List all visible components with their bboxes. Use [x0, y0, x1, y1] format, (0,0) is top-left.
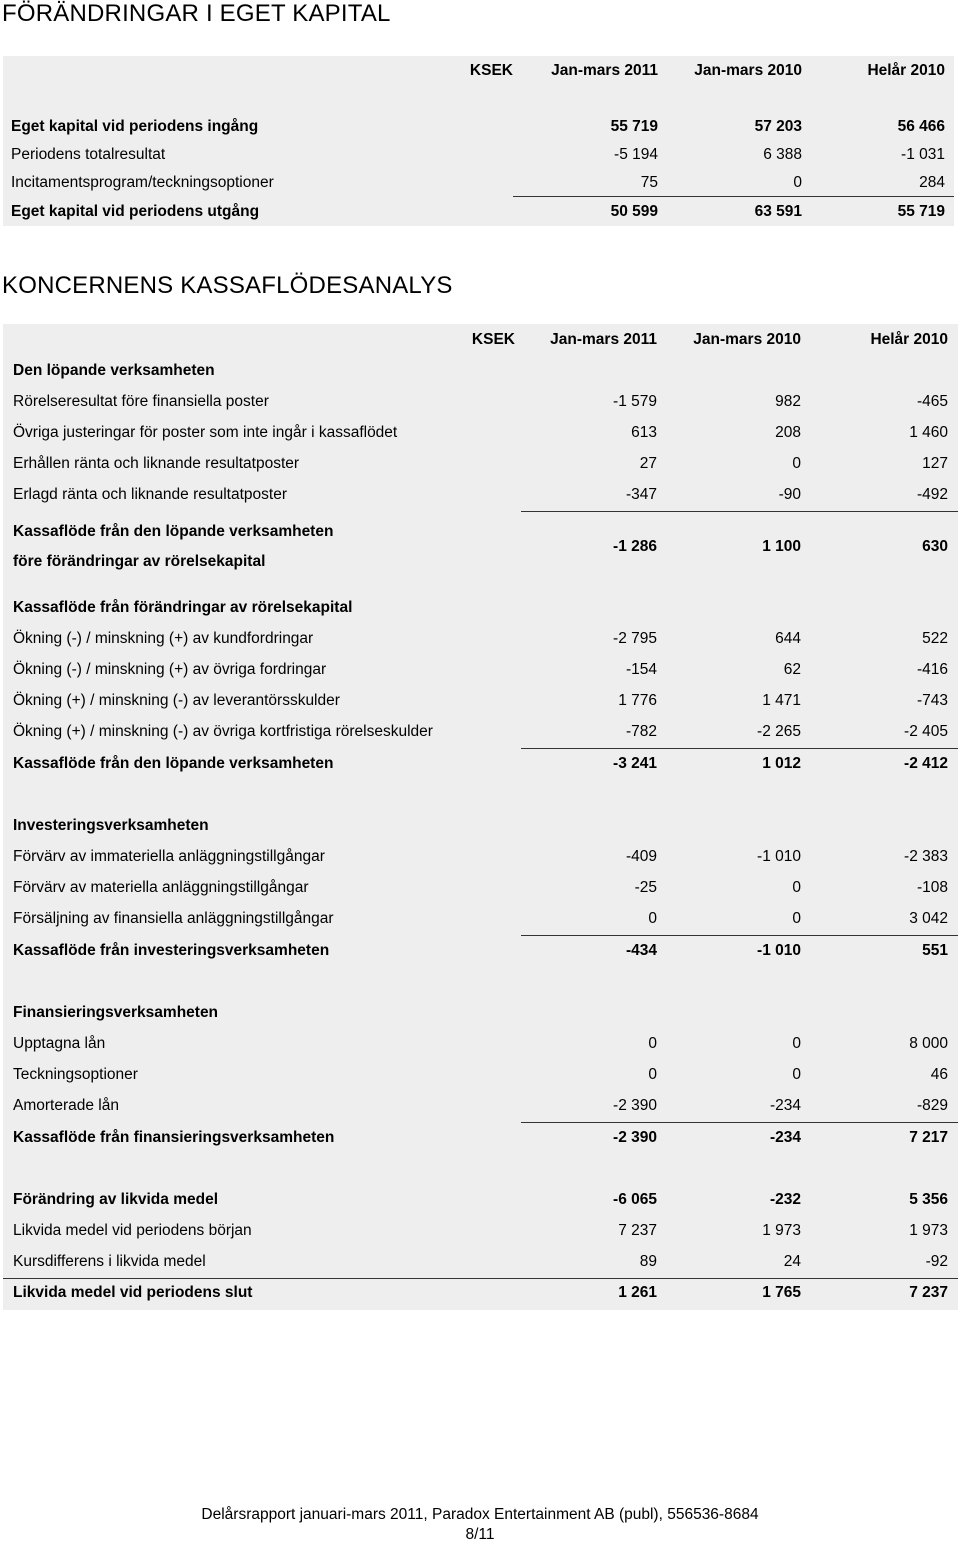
row-value: 613 — [631, 424, 657, 441]
row-label: Förändring av likvida medel — [13, 1191, 219, 1208]
row-label: Förvärv av immateriella anläggningstillgångar — [13, 848, 325, 865]
row-value: 5 356 — [909, 1191, 948, 1208]
row-value: 55 719 — [897, 203, 945, 220]
row-value: -434 — [625, 942, 657, 959]
row-value: -2 412 — [904, 755, 948, 772]
row-value: 0 — [648, 1035, 657, 1052]
row-value: 62 — [783, 661, 801, 678]
table-row — [3, 516, 958, 570]
row-label: Övriga justeringar för poster som inte ingår i kassaflödet — [13, 424, 398, 441]
row-label: Incitamentsprogram/teckningsoptioner — [11, 174, 274, 191]
row-value: -3 241 — [613, 755, 657, 772]
row-value: 0 — [792, 910, 801, 927]
row-value: -90 — [778, 486, 801, 503]
col-header-fy-2010: Helår 2010 — [870, 331, 948, 348]
table-row — [3, 1091, 958, 1121]
row-value: 27 — [639, 455, 657, 472]
row-value: 75 — [640, 174, 658, 191]
row-label: Ökning (+) / minskning (-) av leverantörsskulder — [13, 692, 340, 709]
row-value: -2 405 — [904, 723, 948, 740]
row-value: 46 — [930, 1066, 948, 1083]
row-value: 8 000 — [909, 1035, 948, 1052]
row-value: 1 973 — [909, 1222, 948, 1239]
row-value: -1 579 — [613, 393, 657, 410]
row-value: -829 — [916, 1097, 948, 1114]
equity-header-row — [3, 56, 954, 86]
row-value: 1 765 — [762, 1284, 801, 1301]
row-value: 522 — [922, 630, 948, 647]
row-value: -1 010 — [757, 942, 801, 959]
page-number: 8/11 — [465, 1526, 495, 1543]
row-value: 0 — [648, 1066, 657, 1083]
cashflow-table — [3, 324, 958, 1310]
row-value: 284 — [919, 174, 945, 191]
row-value: -154 — [625, 661, 657, 678]
row-value: -743 — [916, 692, 948, 709]
section-heading-label: Investeringsverksamheten — [13, 817, 209, 834]
row-label: Upptagna lån — [13, 1035, 106, 1052]
col-header-q1-2010: Jan-mars 2010 — [693, 331, 801, 348]
row-label: Ökning (+) / minskning (-) av övriga kortfristiga rörelseskulder — [13, 723, 433, 740]
row-value: 7 237 — [909, 1284, 948, 1301]
row-value: -492 — [916, 486, 948, 503]
table-row — [3, 936, 958, 966]
equity-table — [3, 56, 954, 226]
table-row — [3, 1029, 958, 1059]
table-row — [3, 655, 958, 685]
row-label: Eget kapital vid periodens ingång — [11, 118, 259, 135]
row-label: Ökning (-) / minskning (+) av övriga fordringar — [13, 661, 327, 678]
row-value: -347 — [625, 486, 657, 503]
table-row — [3, 873, 958, 903]
cashflow-title: KONCERNENS KASSAFLÖDESANALYS — [2, 272, 453, 299]
row-value: 24 — [783, 1253, 801, 1270]
section-heading-label: Den löpande verksamheten — [13, 362, 215, 379]
row-value: -416 — [916, 661, 948, 678]
row-value: 0 — [792, 1035, 801, 1052]
row-value: 644 — [775, 630, 801, 647]
row-value: 1 776 — [618, 692, 657, 709]
row-value: 1 261 — [618, 1284, 657, 1301]
row-value: -234 — [769, 1097, 801, 1114]
row-value: 630 — [922, 538, 948, 555]
col-header-q1-2011: Jan-mars 2011 — [551, 62, 658, 79]
cashflow-header-row — [3, 325, 958, 355]
row-value: -2 795 — [613, 630, 657, 647]
row-label: Försäljning av finansiella anläggningstillgångar — [13, 910, 334, 927]
row-value: -2 390 — [613, 1129, 657, 1146]
row-label-line: Kassaflöde från den löpande verksamheten — [13, 523, 334, 540]
table-row — [3, 197, 954, 227]
row-value: 1 471 — [762, 692, 801, 709]
table-row — [3, 480, 958, 510]
row-label: Eget kapital vid periodens utgång — [11, 203, 260, 220]
table-row — [3, 1185, 958, 1215]
row-value: 56 466 — [897, 118, 945, 135]
table-row — [3, 449, 958, 479]
row-value: 63 591 — [754, 203, 802, 220]
row-value: -2 383 — [904, 848, 948, 865]
row-value: -108 — [916, 879, 948, 896]
row-value: -409 — [625, 848, 657, 865]
table-row — [3, 1278, 958, 1308]
row-value: -6 065 — [613, 1191, 657, 1208]
row-label: Likvida medel vid periodens slut — [13, 1284, 253, 1301]
section-heading — [3, 998, 958, 1028]
row-label — [13, 517, 333, 577]
row-label: Rörelseresultat före finansiella poster — [13, 393, 269, 410]
row-value: 50 599 — [610, 203, 658, 220]
row-value: 0 — [792, 879, 801, 896]
row-value: 55 719 — [610, 118, 658, 135]
row-value: -1 031 — [901, 146, 945, 163]
row-value: 208 — [775, 424, 801, 441]
row-value: 1 100 — [762, 538, 801, 555]
row-label: Kassaflöde från investeringsverksamheten — [13, 942, 330, 959]
table-row — [3, 624, 958, 654]
row-value: -232 — [769, 1191, 801, 1208]
row-label: Periodens totalresultat — [11, 146, 166, 163]
row-label: Erhållen ränta och liknande resultatposter — [13, 455, 300, 472]
section-heading-label: Kassaflöde från förändringar av rörelsekapital — [13, 599, 353, 616]
table-row — [3, 168, 954, 198]
table-row — [3, 418, 958, 448]
row-value: 1 012 — [762, 755, 801, 772]
table-row — [3, 1247, 958, 1277]
row-value: -2 390 — [613, 1097, 657, 1114]
row-value: 0 — [793, 174, 802, 191]
row-value: -2 265 — [757, 723, 801, 740]
row-label: Amorterade lån — [13, 1097, 119, 1114]
table-row — [3, 387, 958, 417]
col-header-fy-2010: Helår 2010 — [867, 62, 945, 79]
row-value: 89 — [639, 1253, 657, 1270]
row-value: 1 460 — [909, 424, 948, 441]
table-row — [3, 717, 958, 747]
table-row — [3, 686, 958, 716]
sum-divider — [521, 511, 958, 512]
row-label: Ökning (-) / minskning (+) av kundfordringar — [13, 630, 314, 647]
row-label: Erlagd ränta och liknande resultatposter — [13, 486, 287, 503]
col-header-ksek: KSEK — [469, 62, 513, 79]
row-value: 3 042 — [909, 910, 948, 927]
table-row — [3, 1123, 958, 1153]
row-value: -465 — [916, 393, 948, 410]
col-header-q1-2010: Jan-mars 2010 — [694, 62, 802, 79]
row-value: 0 — [648, 910, 657, 927]
row-value: -782 — [625, 723, 657, 740]
row-label: Kursdifferens i likvida medel — [13, 1253, 206, 1270]
section-heading — [3, 356, 958, 386]
row-value: 7 217 — [909, 1129, 948, 1146]
row-label: Kassaflöde från finansieringsverksamheten — [13, 1129, 335, 1146]
row-value: 551 — [922, 942, 948, 959]
col-header-ksek: KSEK — [471, 331, 515, 348]
row-label-line: före förändringar av rörelsekapital — [13, 553, 266, 570]
footer-text: Delårsrapport januari-mars 2011, Paradox Entertainment AB (publ), 556536-8684 — [201, 1506, 759, 1523]
row-value: 57 203 — [754, 118, 802, 135]
row-value: 127 — [922, 455, 948, 472]
row-value: -5 194 — [614, 146, 658, 163]
row-value: 1 973 — [762, 1222, 801, 1239]
row-value: 6 388 — [763, 146, 802, 163]
row-value: -92 — [925, 1253, 948, 1270]
row-value: 0 — [792, 455, 801, 472]
row-label: Likvida medel vid periodens början — [13, 1222, 252, 1239]
row-value: 982 — [775, 393, 801, 410]
row-value: 7 237 — [618, 1222, 657, 1239]
row-value: -25 — [634, 879, 657, 896]
row-label: Teckningsoptioner — [13, 1066, 138, 1083]
section-heading — [3, 811, 958, 841]
table-row — [3, 1060, 958, 1090]
section-heading — [3, 593, 958, 623]
section-heading-label: Finansieringsverksamheten — [13, 1004, 219, 1021]
equity-title: FÖRÄNDRINGAR I EGET KAPITAL — [2, 0, 391, 27]
row-value: -234 — [769, 1129, 801, 1146]
table-row — [3, 749, 958, 779]
row-value: -1 010 — [757, 848, 801, 865]
table-row — [3, 904, 958, 934]
table-row — [3, 842, 958, 872]
table-row — [3, 140, 954, 170]
col-header-q1-2011: Jan-mars 2011 — [550, 331, 657, 348]
row-label: Förvärv av materiella anläggningstillgångar — [13, 879, 309, 896]
row-value: -1 286 — [613, 538, 657, 555]
row-label: Kassaflöde från den löpande verksamheten — [13, 755, 334, 772]
row-value: 0 — [792, 1066, 801, 1083]
table-row — [3, 1216, 958, 1246]
table-row — [3, 112, 954, 142]
